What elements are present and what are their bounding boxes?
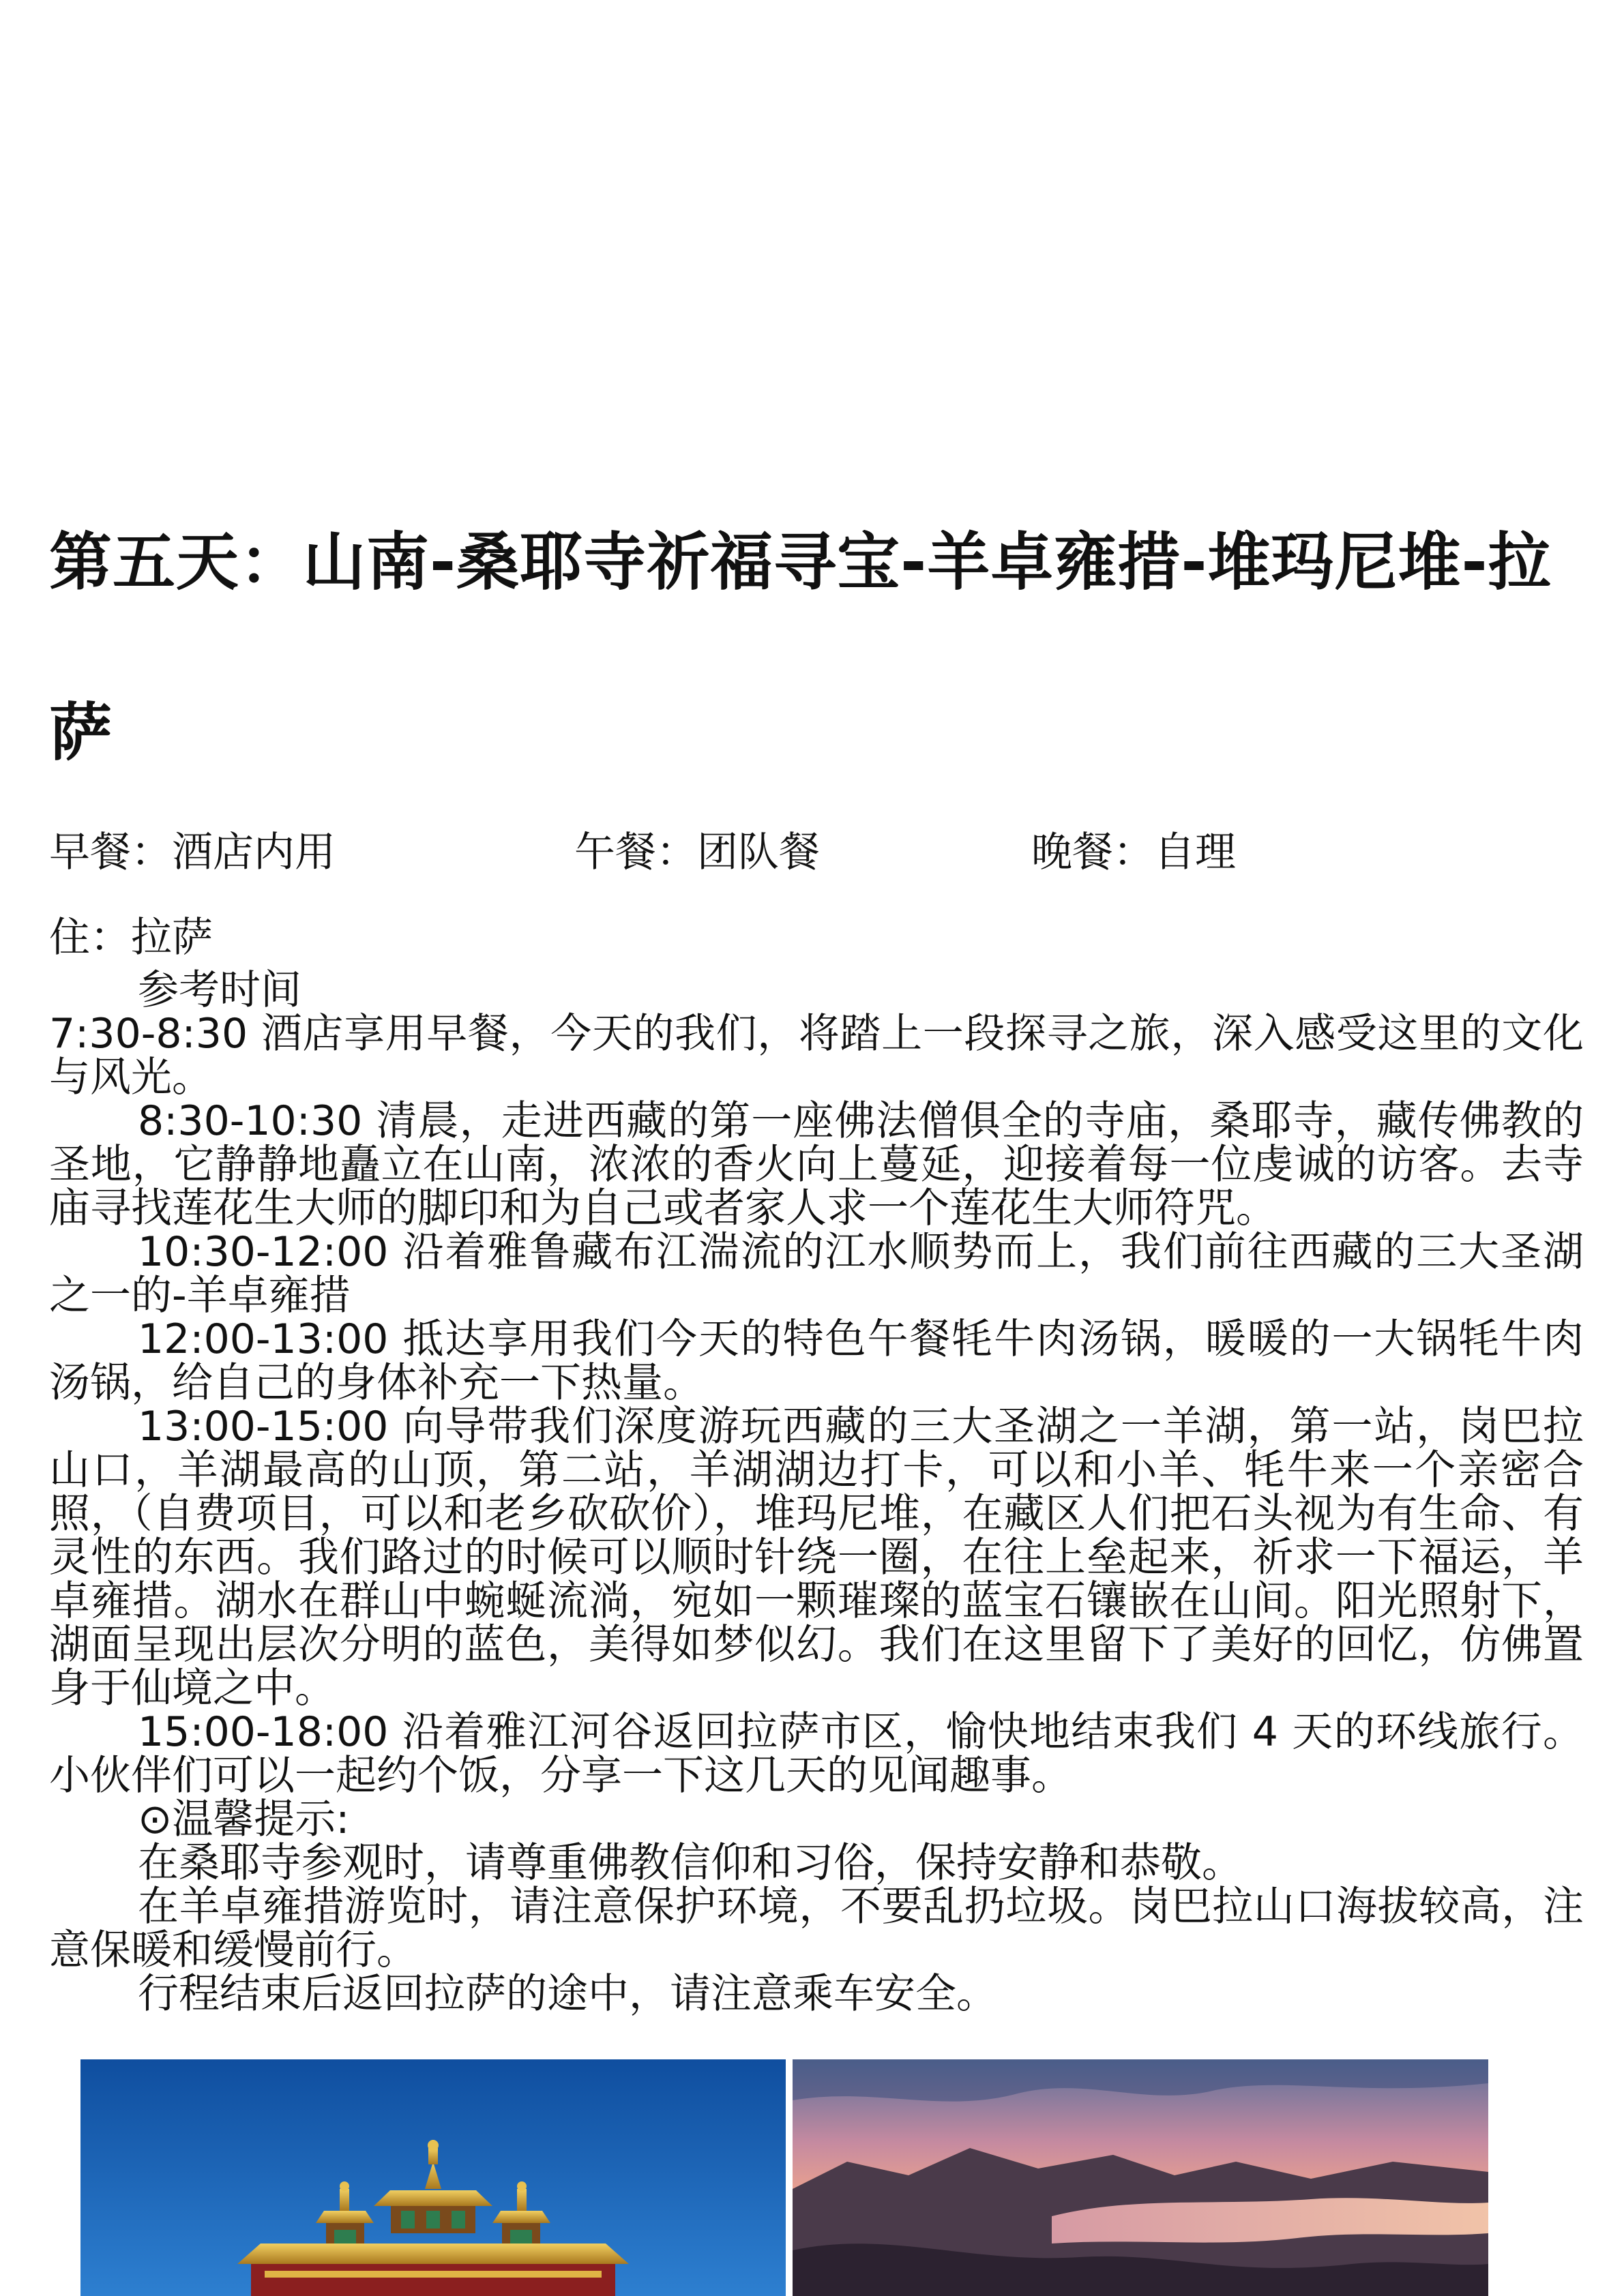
tip-item: 在羊卓雍措游览时，请注意保护环境，不要乱扔垃圾。岗巴拉山口海拔较高，注意保暖和缓慢前行。 [49,1883,1584,1974]
meal-lunch: 午餐：团队餐 [574,829,820,876]
meals-row [49,825,1584,880]
schedule-item: 10:30-12:00 沿着雅鲁藏布江湍流的江水顺势而上，我们前往西藏的三大圣湖之一的-羊卓雍措 [49,1228,1584,1320]
temple-illustration [80,2059,786,2296]
tip-item: 行程结束后返回拉萨的途中，请注意乘车安全。 [138,1970,997,2018]
day-title: 第五天：山南-桑耶寺祈福寻宝-羊卓雍措-堆玛尼堆-拉萨 [49,526,1552,769]
schedule-item: 8:30-10:30 清晨，走进西藏的第一座佛法僧俱全的寺庙，桑耶寺，藏传佛教的圣地，它静静地矗立在山南，浓浓的香火向上蔓延，迎接着每一位虔诚的访客。去寺庙寻找莲花生大师的脚印和为自己或者家人求一个莲花生大师符咒。 [49,1097,1584,1232]
lake-photo [793,2059,1488,2296]
schedule-item: 13:00-15:00 向导带我们深度游玩西藏的三大圣湖之一羊湖，第一站，岗巴拉山口，羊湖最高的山顶，第二站，羊湖湖边打卡，可以和小羊、牦牛来一个亲密合照，（自费项目，可以和老乡砍砍价），堆玛尼堆，在藏区人们把石头视为有生命、有灵性的东西。我们路过的时候可以顺时针绕一圈，在往上垒起来，祈求一下福运，羊卓雍措。湖水在群山中蜿蜒流淌，宛如一颗璀璨的蓝宝石镶嵌在山间。阳光照射下，湖面呈现出层次分明的蓝色，美得如梦似幻。我们在这里留下了美好的回忆，仿佛置身于仙境之中。 [49,1403,1584,1712]
accommodation: 住：拉萨 [49,914,213,961]
itinerary-body [49,968,1584,2016]
tips-heading: ⊙温馨提示: [138,1795,350,1843]
schedule-item: 15:00-18:00 沿着雅江河谷返回拉萨市区，愉快地结束我们 4 天的环线旅行。小伙伴们可以一起约个饭，分享一下这几天的见闻趣事。 [49,1708,1584,1800]
tip-item: 在桑耶寺参观时，请尊重佛教信仰和习俗，保持安静和恭敬。 [138,1839,1243,1887]
lake-illustration [793,2059,1488,2296]
temple-photo [80,2059,786,2296]
photo-strip [80,2059,1488,2296]
meal-dinner: 晚餐：自理 [1031,829,1236,876]
schedule-item: 7:30-8:30 酒店享用早餐，今天的我们，将踏上一段探寻之旅，深入感受这里的文化与风光。 [49,1010,1584,1101]
schedule-heading: 参考时间 [138,966,301,1014]
meal-breakfast: 早餐：酒店内用 [49,829,336,876]
schedule-item: 12:00-13:00 抵达享用我们今天的特色午餐牦牛肉汤锅，暖暖的一大锅牦牛肉汤锅，给自己的身体补充一下热量。 [49,1315,1584,1407]
